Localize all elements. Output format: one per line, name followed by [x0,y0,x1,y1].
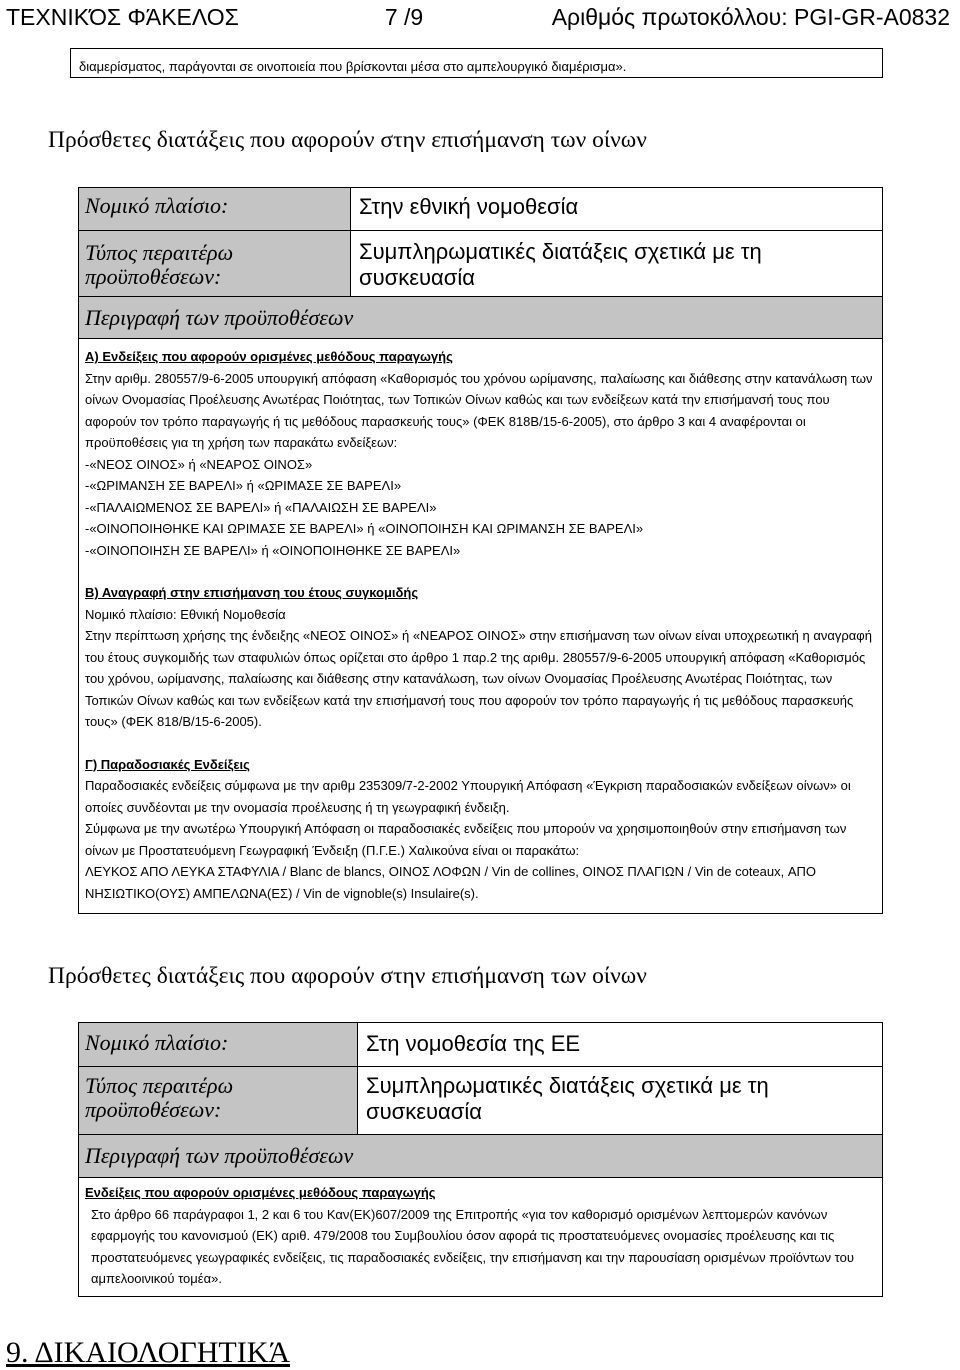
subsection-c-paragraph-1: Παραδοσιακές ενδείξεις σύμφωνα με την αριθμ 235309/7-2-2002 Υπουργική Απόφαση «Έγκριση παραδοσιακών ενδείξεων οίνων» οι οποίες συνδέονται με την ονομασία προέλευσης ή τη γεωγραφική ένδειξη. [85,778,851,815]
legal-framework-label: Νομικό πλαίσιο: [78,187,351,231]
subsection-a-title: Α) Ενδείξεις που αφορούν ορισμένες μεθόδους παραγωγής [85,349,453,364]
document-title: ΤΕΧΝΙΚΌΣ ΦΆΚΕΛΟΣ [6,4,239,30]
list-item: -«ΝΕΟΣ ΟΙΝΟΣ» ή «ΝΕΑΡΟΣ ΟΙΝΟΣ» [85,456,313,472]
legal-framework-value-2: Στη νομοθεσία της ΕΕ [357,1022,883,1067]
legal-framework-label-2: Νομικό πλαίσιο: [78,1022,358,1067]
condition-type-value: Συμπληρωματικές διατάξεις σχετικά με τη συσκευασία [350,230,883,297]
section-heading-2: Πρόσθετες διατάξεις που αφορούν στην επισήμανση των οίνων [48,963,647,989]
subsection-title: Ενδείξεις που αφορούν ορισμένες μεθόδους παραγωγής [85,1185,436,1200]
subsection-c-paragraph-3: ΛΕΥΚΟΣ ΑΠΟ ΛΕΥΚΑ ΣΤΑΦΥΛΙΑ / Blanc de blancs, ΟΙΝΟΣ ΛΟΦΩΝ / Vin de collines, ΟΙΝΟΣ ΠΛΑΓΙΩΝ / Vin de coteaux, ΑΠΟ ΝΗΣΙΩΤΙΚΟ(ΟΥΣ) ΑΜΠΕΛΩΝΑ(ΕΣ) / Vin de vignoble(s) Insulaire(s). [85,864,817,901]
page-number: 7 /9 [384,4,424,30]
section-9-heading: 9. ΔΙΚΑΙΟΛΟΓΗΤΙΚΆ [6,1336,291,1369]
list-item: -«ΠΑΛΑΙΩΜΕΝΟΣ ΣΕ ΒΑΡΕΛΙ» ή «ΠΑΛΑΙΩΣΗ ΣΕ ΒΑΡΕΛΙ» [85,499,437,515]
condition-type-label-2: Τύπος περαιτέρω προϋποθέσεων: [78,1066,358,1135]
list-item: -«ΟΙΝΟΠΟΙΗΣΗ ΣΕ ΒΑΡΕΛΙ» ή «ΟΙΝΟΠΟΙΗΘΗΚΕ ΣΕ ΒΑΡΕΛΙ» [85,542,461,558]
conditions-description-content [78,338,883,914]
continuation-text: διαμερίσματος, παράγονται σε οινοποιεία που βρίσκονται μέσα στο αμπελουργικό διαμέρισμα». [79,59,627,74]
protocol-number: Αριθμός πρωτοκόλλου: PGI-GR-A0832 [551,4,950,30]
subsection-c-paragraph-2: Σύμφωνα με την ανωτέρω Υπουργική Απόφαση οι παραδοσιακές ενδείξεις που μπορούν να χρησιμοποιηθούν στην επισήμανση των οίνων με Προστατευόμενη Γεωγραφική Ένδειξη (Π.Γ.Ε.) Χαλικούνα είναι οι παρακάτω: [85,821,847,858]
conditions-description-content-2 [78,1177,883,1297]
subsection-b-paragraph: Στην περίπτωση χρήσης της ένδειξης «ΝΕΟΣ ΟΙΝΟΣ» ή «ΝΕΑΡΟΣ ΟΙΝΟΣ» στην επισήμανση των οίνων είναι υποχρεωτική η αναγραφή του έτους συγκομιδής των σταφυλιών όπως ορίζεται στο άρθρο 1 παρ.2 της αριθμ. 280557/9-6-2005 υπουργική απόφαση «Καθορισμός του χρόνου, ωρίμανσης, παλαίωσης και διάθεσης στην κατανάλωση, των οίνων Ονομασίας Προέλευσης Ανωτέρας Ποιότητας, των Τοπικών Οίνων καθώς και των ενδείξεων κατά την επισήμανσή τους που αφορούν τον τρόπο παραγωγής ή τις μεθόδους παρασκευής τους» (ΦΕΚ 818/Β/15-6-2005). [85,628,872,729]
subsection-paragraph: Στο άρθρο 66 παράγραφοι 1, 2 και 6 του Καν(ΕΚ)607/2009 της Επιτροπής «για τον καθορισμό ορισμένων λεπτομερών κανόνων εφαρμογής του κανονισμού (ΕΚ) αριθ. 479/2008 του Συμβουλίου όσον αφορά τις προστατευόμενες ονομασίες προέλευσης και τις προστατευόμενες γεωγραφικές ενδείξεις, τις παραδοσιακές ενδείξεις, την επισήμανση και την παρουσίαση ορισμένων προϊόντων του αμπελοοινικού τομέα». [91,1206,854,1286]
subsection-b-title: Β) Αναγραφή στην επισήμανση του έτους συγκομιδής [85,585,419,600]
continuation-box [70,48,883,78]
condition-type-value-2: Συμπληρωματικές διατάξεις σχετικά με τη συσκευασία [357,1066,883,1135]
legal-framework-value: Στην εθνική νομοθεσία [350,187,883,231]
subsection-a-paragraph: Στην αριθμ. 280557/9-6-2005 υπουργική απόφαση «Καθορισμός του χρόνου ωρίμανσης, παλαίωσης και διάθεσης στην κατανάλωση των οίνων Ονομασίας Προέλευσης Ανωτέρας Ποιότητας, των Τοπικών Οίνων καθώς και των ενδείξεων κατά την επισήμανσή τους που αφορούν τον τρόπο παραγωγής ή τις μεθόδους παρασκευής τους» (ΦΕΚ 818Β/15-6-2005), στο άρθρο 3 και 4 αναφέρονται οι προϋποθέσεις για τη χρήση των παρακάτω ενδείξεων: [85,370,873,450]
list-item: -«ΟΙΝΟΠΟΙΗΘΗΚΕ ΚΑΙ ΩΡΙΜΑΣΕ ΣΕ ΒΑΡΕΛΙ» ή «ΟΙΝΟΠΟΙΗΣΗ ΚΑΙ ΩΡΙΜΑΝΣΗ ΣΕ ΒΑΡΕΛΙ» [85,521,644,536]
conditions-description-label-2: Περιγραφή των προϋποθέσεων [78,1134,883,1178]
section-heading-1: Πρόσθετες διατάξεις που αφορούν στην επισήμανση των οίνων [48,127,647,153]
condition-type-label: Τύπος περαιτέρω προϋποθέσεων: [78,230,351,297]
page-header [0,0,960,36]
conditions-description-label: Περιγραφή των προϋποθέσεων [78,296,883,339]
list-item: -«ΩΡΙΜΑΝΣΗ ΣΕ ΒΑΡΕΛΙ» ή «ΩΡΙΜΑΣΕ ΣΕ ΒΑΡΕΛΙ» [85,478,402,493]
subsection-c-title: Γ) Παραδοσιακές Ενδείξεις [85,756,250,772]
subsection-b-legal: Νομικό πλαίσιο: Εθνική Νομοθεσία [85,606,286,622]
